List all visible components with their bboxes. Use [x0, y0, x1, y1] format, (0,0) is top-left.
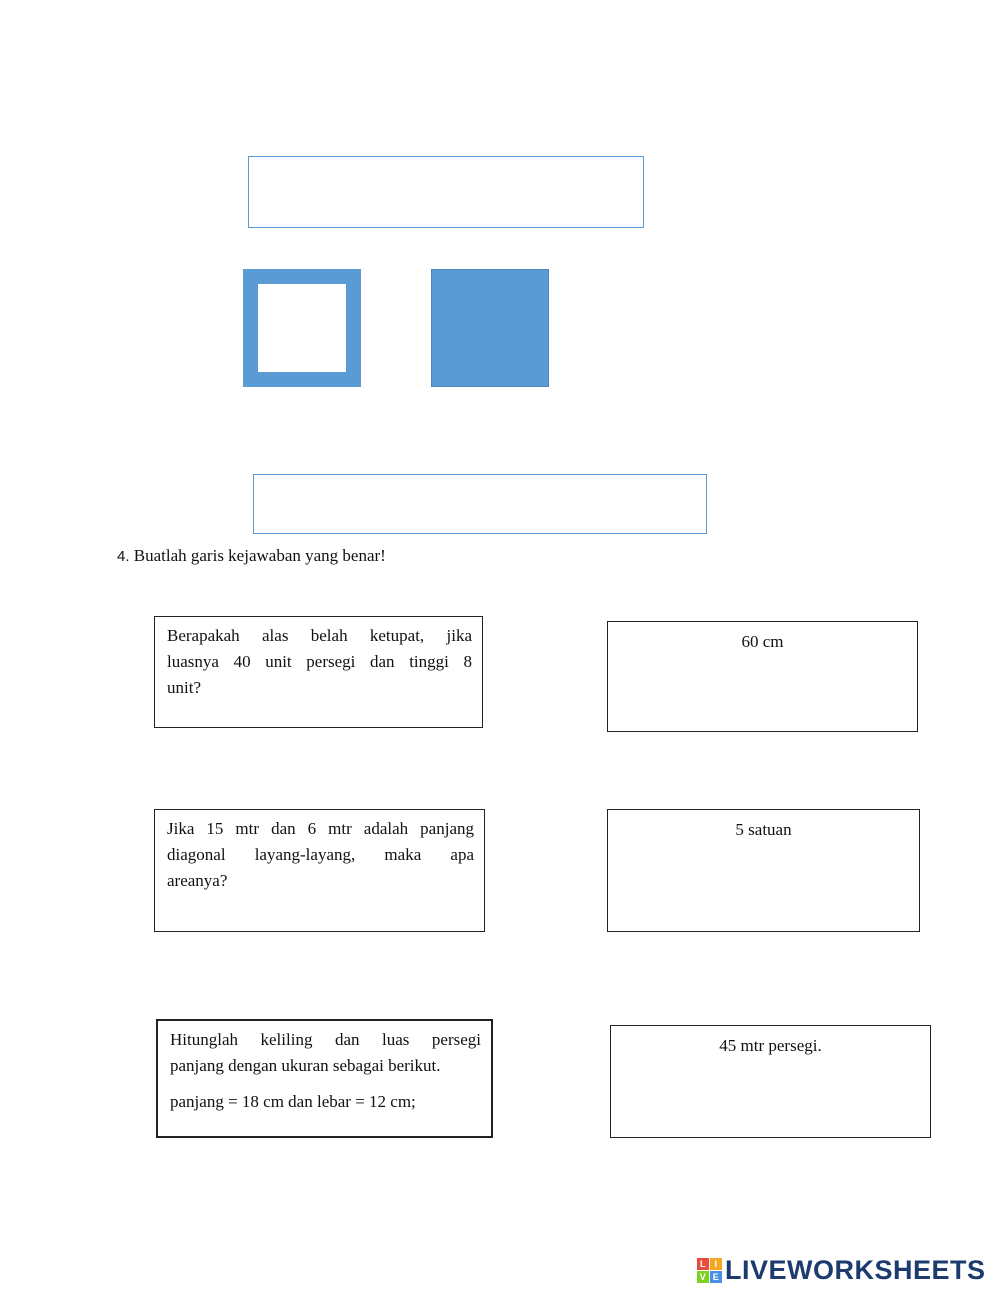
- logo-badge-letter-e: E: [710, 1271, 722, 1283]
- square-outline-shape: [243, 269, 361, 387]
- question-card-3[interactable]: [156, 1019, 493, 1138]
- liveworksheets-logo: [697, 1255, 997, 1285]
- instruction-text: [117, 546, 717, 570]
- answer-input-box-top[interactable]: [248, 156, 644, 228]
- question-card-2[interactable]: [154, 809, 485, 932]
- logo-badge-icon: [697, 1258, 722, 1283]
- answer-3-text: 45 mtr persegi.: [719, 1036, 822, 1055]
- answer-card-1[interactable]: [607, 621, 918, 732]
- answer-2-text: 5 satuan: [735, 820, 792, 839]
- answer-card-3[interactable]: [610, 1025, 931, 1138]
- logo-text: LIVEWORKSHEETS: [725, 1254, 986, 1285]
- logo-badge-letter-v: V: [697, 1271, 709, 1283]
- instruction-number: 4.: [117, 548, 130, 565]
- question-2-line-3: areanya?: [167, 871, 228, 890]
- question-2-line-1: Jika 15 mtr dan 6 mtr adalah panjang: [167, 819, 474, 838]
- answer-input-box-bottom[interactable]: [253, 474, 707, 534]
- question-1-line-3: unit?: [167, 678, 201, 697]
- question-1-line-2: luasnya 40 unit persegi dan tinggi 8: [167, 652, 472, 671]
- question-1-line-1: Berapakah alas belah ketupat, jika: [167, 626, 472, 645]
- answer-card-2[interactable]: [607, 809, 920, 932]
- logo-badge-letter-i: I: [710, 1258, 722, 1270]
- question-card-1[interactable]: [154, 616, 483, 728]
- logo-badge-letter-l: L: [697, 1258, 709, 1270]
- question-3-line-1: Hitunglah keliling dan luas persegi: [170, 1030, 481, 1049]
- answer-1-text: 60 cm: [741, 632, 784, 651]
- instruction-label: Buatlah garis kejawaban yang benar!: [133, 546, 386, 565]
- question-2-line-2: diagonal layang-layang, maka apa: [167, 845, 474, 864]
- question-3-line-3: panjang = 18 cm dan lebar = 12 cm;: [170, 1092, 416, 1111]
- question-3-line-2: panjang dengan ukuran sebagai berikut.: [170, 1056, 441, 1075]
- square-filled-shape: [431, 269, 549, 387]
